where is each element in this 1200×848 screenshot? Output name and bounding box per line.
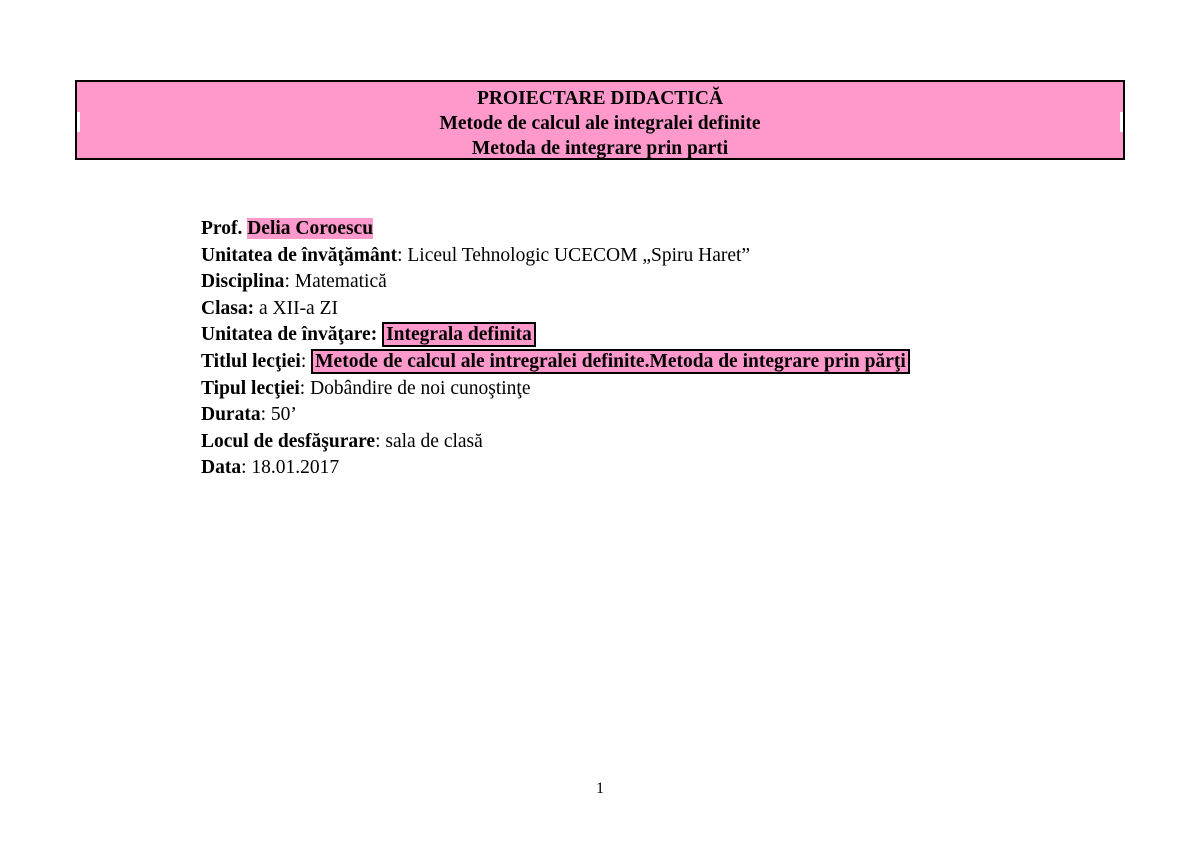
- document-topic: Metoda de integrare prin parti: [471, 138, 729, 159]
- titlul-value: Metode de calcul ale intregralei definite.Metoda de integrare prin părţi: [311, 349, 910, 374]
- titlul-label: Titlul lecţiei: [201, 350, 301, 372]
- prof-label: Prof.: [201, 218, 243, 239]
- data-label: Data: [201, 457, 242, 479]
- info-row-tipul: [201, 376, 910, 403]
- info-row-disciplina: [201, 269, 910, 296]
- page-number: 1: [596, 780, 604, 797]
- right-edge-mark: [1120, 112, 1123, 132]
- info-row-unitate-invatare: [201, 322, 910, 349]
- info-row-unitate: [201, 243, 910, 270]
- info-row-locul: [201, 429, 910, 456]
- lesson-info: [201, 216, 910, 482]
- data-value: : 18.01.2017: [241, 457, 340, 479]
- document-title: PROIECTARE DIDACTICĂ: [476, 88, 724, 109]
- disciplina-label: Disciplina: [201, 271, 285, 293]
- tipul-label: Tipul lecţiei: [201, 377, 300, 399]
- unitate-invatare-label: Unitatea de învăţare:: [201, 324, 378, 346]
- titlul-separator: :: [300, 350, 312, 372]
- unitate-label: Unitatea de învăţământ: [201, 244, 398, 266]
- locul-label: Locul de desfăşurare: [201, 430, 376, 452]
- left-edge-mark: [77, 112, 80, 132]
- unitate-invatare-value: Integrala definita: [382, 322, 536, 347]
- prof-value: Delia Coroescu: [247, 218, 374, 239]
- durata-label: Durata: [201, 404, 261, 426]
- clasa-label: Clasa:: [201, 297, 255, 319]
- document-subtitle: Metode de calcul ale integralei definite: [439, 113, 761, 134]
- unitate-value: : Liceul Tehnologic UCECOM „Spiru Haret”: [397, 244, 751, 266]
- title-box: [75, 80, 1125, 160]
- disciplina-value: : Matematică: [284, 271, 387, 293]
- info-row-clasa: [201, 296, 910, 323]
- clasa-value: a XII-a ZI: [254, 297, 338, 319]
- info-row-durata: [201, 402, 910, 429]
- locul-value: : sala de clasă: [375, 430, 483, 452]
- info-row-titlul: [201, 349, 910, 376]
- durata-value: : 50’: [260, 404, 297, 426]
- info-row-data: [201, 455, 910, 482]
- tipul-value: : Dobândire de noi cunoştinţe: [299, 377, 531, 399]
- info-row-prof: [201, 216, 910, 243]
